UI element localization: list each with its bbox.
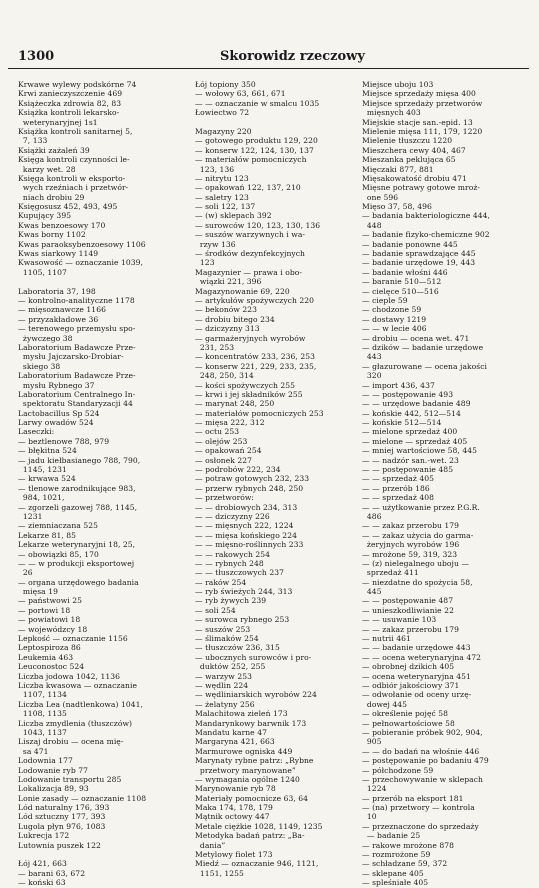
index-entry: — przerw rybnych 248, 250 — [195, 483, 304, 493]
index-entry: skiego 38 — [18, 361, 61, 371]
index-entry: spektoratu Standaryzacji 44 — [18, 399, 133, 409]
index-entry: Metale ciężkie 1028, 1149, 1235 — [195, 821, 323, 831]
index-entry: — surowca rybnego 253 — [195, 615, 290, 625]
index-entry: — — ocena weterynaryjna 472 — [362, 652, 481, 662]
index-entry: — marynat 248, 250 — [195, 399, 275, 409]
index-entry: mysłu Rybnego 37 — [18, 380, 95, 390]
index-column-3 — [362, 80, 534, 888]
index-entry: — — przerób 186 — [362, 483, 430, 493]
index-entry: przetwory marynowane” — [195, 765, 296, 775]
index-entry: — konserw 221, 229, 233, 235, — [195, 361, 317, 371]
index-entry: Liczba jodowa 1042, 1136 — [18, 671, 121, 681]
index-entry: — cielęce 510—516 — [362, 286, 439, 296]
index-entry: Krwawe wylewy podskórne 74 — [18, 80, 137, 89]
index-entry: — — dziczyzny 226 — [195, 511, 270, 521]
index-entry: — portowi 18 — [18, 605, 71, 615]
index-entry: — kości spożywczych 255 — [195, 380, 296, 390]
index-entry: wych rzeźniach i przetwór- — [18, 183, 129, 193]
index-entry: — — nadzór san.-wet. 23 — [362, 455, 459, 465]
index-entry: Książka kontroli lekarsko- — [18, 108, 120, 118]
index-entry: — surowców 120, 123, 130, 136 — [195, 220, 321, 230]
index-entry: Lactobacillus Sp 524 — [18, 408, 100, 418]
index-entry: — — mięsnych 222, 1224 — [195, 521, 294, 531]
index-entry: — materiałów pomocniczych — [195, 155, 307, 165]
index-entry: Kwasowość — oznaczanie 1039, — [18, 258, 143, 268]
index-entry: Maka 174, 178, 179 — [195, 803, 273, 813]
index-entry: — przeznaczone do sprzedaży — [362, 821, 479, 831]
index-entry: Leuconostoc 524 — [18, 662, 85, 672]
index-entry: Liczba Lea (nadtlenkowa) 1041, — [18, 699, 143, 709]
index-entry: dania” — [195, 840, 226, 850]
index-entry: — powiatowi 18 — [18, 615, 81, 625]
index-entry: — cieple 59 — [362, 295, 408, 305]
index-entry: Kupujący 395 — [18, 211, 72, 221]
index-entry: — (z) nielegalnego uboju — — [362, 558, 470, 568]
index-entry: Lokalizacja 89, 93 — [18, 784, 89, 794]
index-entry: Mięsakowatość drobiu 471 — [362, 173, 467, 183]
index-entry: Laseczki: — [18, 427, 55, 437]
index-entry: — wołowy 63, 661, 671 — [195, 89, 286, 99]
index-entry: — bekonów 223 — [195, 305, 258, 315]
index-entry: — mięsa 222, 312 — [195, 418, 265, 428]
index-entry: Mątnik octowy 447 — [195, 812, 270, 822]
index-entry: — — sprzedaż 408 — [362, 493, 434, 503]
index-entry: 123 — [195, 258, 215, 268]
index-entry: Marmurowe ogniska 449 — [195, 746, 293, 756]
index-entry: — drobiu bitego 234 — [195, 314, 275, 324]
index-entry: mysłu Jajczarsko-Drobiar- — [18, 352, 124, 362]
index-entry: — głazurowane — ocena jakości — [362, 361, 488, 371]
index-entry: niach drobiu 29 — [18, 192, 85, 202]
index-entry: — badanie sprawdzające 445 — [362, 249, 476, 259]
index-entry: — mrożone 59, 319, 323 — [362, 549, 458, 559]
index-entry: Mieszanka peklująca 65 — [362, 155, 456, 165]
index-entry: — tłuszczów 236, 315 — [195, 643, 280, 653]
index-entry: — przetworów: — [195, 493, 255, 503]
index-entry: — odwołanie od oceny urzę- — [362, 690, 472, 700]
index-entry: 123, 136 — [195, 164, 235, 174]
index-entry: — suszów warzywnych i wa- — [195, 230, 306, 240]
index-entry: 320 — [362, 371, 382, 381]
index-entry: Mielenie mięsa 111, 179, 1220 — [362, 126, 483, 136]
index-entry: Lód sztuczny 177, 393 — [18, 812, 106, 822]
index-entry: Larwy owadów 524 — [18, 418, 94, 428]
index-entry: weterynaryjnej 1s1 — [18, 117, 98, 127]
index-entry: — organa urzędowego badania — [18, 577, 139, 587]
index-entry: Lód naturalny 176, 393 — [18, 803, 110, 813]
index-entry: Magazynowanie 69, 220 — [195, 286, 290, 296]
index-entry: Książki zażaleń 39 — [18, 145, 90, 155]
index-entry: — — rakowych 254 — [195, 549, 270, 559]
index-entry: — badanie ponowne 445 — [362, 239, 458, 249]
index-entry: 1108, 1135 — [18, 709, 67, 719]
index-entry: — ocena weterynaryjna 451 — [362, 671, 471, 681]
index-entry: — końskie 512—514 — [362, 418, 442, 428]
index-entry: Lodowanie ryb 77 — [18, 765, 88, 775]
index-entry: Laboratoria 37, 198 — [18, 286, 96, 296]
index-entry: Mięczaki 877, 881 — [362, 164, 434, 174]
index-entry: — artykułów spożywczych 220 — [195, 295, 315, 305]
index-entry: Miejskie stacje san.-epid. 13 — [362, 117, 473, 127]
index-entry: Liczba zmydlenia (tłuszczów) — [18, 718, 133, 728]
index-entry: Liszaj drobiu — ocena mię- — [18, 737, 124, 747]
index-entry: — barani 63, 672 — [18, 868, 86, 878]
index-entry: Laboratorium Badawcze Prze- — [18, 342, 136, 352]
index-entry: — błękitna 524 — [18, 446, 77, 456]
index-entry: — badanie urzędowe 19, 443 — [362, 258, 476, 268]
index-entry: Mielenie tłuszczu 1220 — [362, 136, 453, 146]
index-entry: Kwas borny 1102 — [18, 230, 86, 240]
index-entry: — — postępowanie 487 — [362, 596, 454, 606]
index-entry: — ryb żywych 239 — [195, 596, 267, 606]
index-entry: — — drobiowych 234, 313 — [195, 502, 298, 512]
index-entry: — — usuwanie 103 — [362, 615, 437, 625]
index-entry: — raków 254 — [195, 577, 247, 587]
index-entry: — kontrolno-analityczne 1178 — [18, 295, 135, 305]
index-entry: — chodzone 59 — [362, 305, 422, 315]
index-entry: — potraw gotowych 232, 233 — [195, 474, 310, 484]
index-entry: — przyzakładowe 36 — [18, 314, 99, 324]
index-entry: Miejsce uboju 103 — [362, 80, 434, 89]
index-entry: Kwas siarkowy 1149 — [18, 249, 99, 259]
index-entry: — wojewódzcy 18 — [18, 624, 88, 634]
index-entry: Lodowanie transportu 285 — [18, 774, 122, 784]
index-entry: — — oznaczanie w smalcu 1035 — [195, 98, 320, 108]
index-entry: — obrobnej dzikich 405 — [362, 662, 455, 672]
index-entry: — osłonek 227 — [195, 455, 253, 465]
index-entry: — (w) sklepach 392 — [195, 211, 272, 221]
index-entry: duktów 252, 255 — [195, 662, 266, 672]
index-entry: — — tłuszczowych 237 — [195, 568, 284, 578]
index-entry: 486 — [362, 511, 382, 521]
index-entry: — mięsoznawcze 1166 — [18, 305, 106, 315]
index-entry: — beztlenowe 788, 979 — [18, 436, 110, 446]
index-entry: Książeczka zdrowia 82, 83 — [18, 98, 122, 108]
index-entry: — rozmrożone 59 — [362, 850, 431, 860]
index-entry: — terenowego przemysłu spo- — [18, 324, 136, 334]
index-entry: 1105, 1107 — [18, 267, 67, 277]
index-entry: — opakowań 122, 137, 210 — [195, 183, 301, 193]
index-entry: — unieszkodliwianie 22 — [362, 605, 454, 615]
index-entry: — państwowi 25 — [18, 596, 83, 606]
index-entry: Księgosusz 452, 493, 495 — [18, 202, 118, 212]
index-entry: one 596 — [362, 192, 399, 202]
index-entry: wiązki 221, 396 — [195, 277, 262, 287]
index-entry: — baranie 510—512 — [362, 277, 442, 287]
index-entry: — octu 253 — [195, 427, 240, 437]
index-entry: — odbiór jakościowy 371 — [362, 681, 460, 690]
index-entry: 231, 253 — [195, 342, 235, 352]
index-entry: Lekarze 81, 85 — [18, 530, 77, 540]
index-entry: — — sprzedaż 405 — [362, 474, 434, 484]
index-entry: — jadu kiełbasianego 788, 790, — [18, 455, 141, 465]
index-entry: żeryjnych wyrobów 196 — [362, 540, 460, 550]
index-entry: Metylowy fiolet 173 — [195, 850, 273, 860]
index-entry: — przerób na eksport 181 — [362, 793, 464, 803]
index-entry: — nitrytu 123 — [195, 173, 249, 183]
index-entry: — — w lecie 406 — [362, 324, 427, 334]
index-entry: — pobieranie próbek 902, 904, — [362, 727, 483, 737]
index-entry: — — postępowanie 493 — [362, 389, 454, 399]
index-entry: — materiałów pomocniczych 253 — [195, 408, 324, 418]
index-entry: Lonie zasady — oznaczanie 1108 — [18, 793, 147, 803]
index-entry: — suszów 253 — [195, 624, 251, 634]
index-entry: Lukrecja 172 — [18, 831, 70, 841]
index-entry: sa 471 — [18, 746, 49, 756]
index-entry: 445 — [362, 587, 382, 597]
index-entry: Laboratorium Badawcze Prze- — [18, 371, 136, 381]
index-entry: — półchodzone 59 — [362, 765, 434, 775]
index-entry: 1151, 1255 — [195, 868, 244, 878]
index-entry: — dzików — badanie urzędowe — [362, 342, 484, 352]
index-entry: — badanie włośni 446 — [362, 267, 448, 277]
index-entry: rzyw 136 — [195, 239, 236, 249]
index-entry: Krwi zanieczyszczenie 469 — [18, 89, 123, 99]
index-entry: Mandarynkowy barwnik 173 — [195, 718, 307, 728]
index-entry: — żelatyny 256 — [195, 699, 255, 709]
index-entry: Łój 421, 663 — [18, 859, 67, 869]
index-entry: — — zakaz użycia do garma- — [362, 530, 474, 540]
page-number: 1300 — [18, 49, 55, 64]
index-entry: Księga kontroli czynności le- — [18, 155, 130, 165]
index-entry: mięsnych 403 — [362, 108, 421, 118]
index-entry: — określenie pojęć 58 — [362, 709, 449, 719]
index-entry: — środków dezynfekcyjnych — [195, 249, 305, 259]
index-entry: — pełnowartościowe 58 — [362, 718, 455, 728]
index-entry: — gotowego produktu 129, 220 — [195, 136, 318, 146]
index-entry: 984, 1021, — [18, 493, 65, 503]
index-entry: — wędliniarskich wyrobów 224 — [195, 690, 317, 700]
index-entry: 443 — [362, 352, 382, 362]
index-entry: 7, 133 — [18, 136, 48, 146]
index-entry: 905 — [362, 737, 382, 747]
index-entry: Mandatu karne 47 — [195, 727, 267, 737]
index-entry: — — urzędowe badanie 489 — [362, 399, 471, 409]
index-entry: Książka kontroli sanitarnej 5, — [18, 126, 133, 136]
index-entry: Magazyny 220 — [195, 126, 252, 136]
index-entry: — badania bakteriologiczne 444, — [362, 211, 491, 221]
index-entry: karzy wet. 28 — [18, 164, 76, 174]
index-entry: Łój topiony 350 — [195, 80, 256, 89]
index-entry: — ślimaków 254 — [195, 634, 259, 644]
index-entry: Księga kontroli w eksporto- — [18, 173, 126, 183]
index-entry: 248, 250, 314 — [195, 371, 254, 381]
index-entry: — dostawy 1219 — [362, 314, 427, 324]
index-entry: — badanie 25 — [362, 831, 421, 841]
index-entry: — tlenowe zarodnikujące 983, — [18, 483, 136, 493]
index-entry: — krwawa 524 — [18, 474, 76, 484]
index-entry: Mięsne potrawy gotowe mroż- — [362, 183, 481, 193]
index-entry: — garmażeryjnych wyrobów — [195, 333, 306, 343]
index-entry: — saletry 123 — [195, 192, 249, 202]
index-entry: 1224 — [362, 784, 387, 794]
index-entry: — ziemniaczana 525 — [18, 521, 98, 531]
index-entry: — postępowanie po badaniu 479 — [362, 756, 489, 766]
index-entry: — spleśniałe 405 — [362, 878, 429, 888]
index-entry: mięsa 19 — [18, 587, 58, 597]
index-entry: Miejsce sprzedaży mięsa 400 — [362, 89, 476, 99]
index-entry: — drobiu — ocena wet. 471 — [362, 333, 470, 343]
index-entry: Łowiectwo 72 — [195, 108, 250, 118]
index-entry: — warzyw 253 — [195, 671, 252, 681]
index-entry: — import 436, 437 — [362, 380, 435, 390]
index-entry: — badanie fizyko-chemiczne 902 — [362, 230, 490, 240]
index-entry: 1145, 1231 — [18, 465, 67, 475]
index-entry: Marynaty rybne patrz: „Rybne — [195, 756, 314, 766]
index-entry — [195, 118, 355, 127]
index-entry: — końskie 442, 512—514 — [362, 408, 461, 418]
index-entry: 448 — [362, 220, 382, 230]
index-column-1 — [18, 80, 183, 888]
index-entry: — niezdatne do spożycia 58, — [362, 577, 473, 587]
index-entry: Mięso 37, 58, 496 — [362, 202, 432, 212]
index-entry: Leptospiroza 86 — [18, 643, 81, 653]
index-entry: Laboratorium Centralnego In- — [18, 389, 136, 399]
index-entry: — wędlin 224 — [195, 681, 249, 690]
index-entry: — — zakaz przerobu 179 — [362, 624, 460, 634]
index-entry: — rakowe mrożone 878 — [362, 840, 455, 850]
index-entry: — soli 254 — [195, 605, 236, 615]
index-entry: — schładzane 59, 372 — [362, 859, 448, 869]
index-entry: — dziczyzny 313 — [195, 324, 260, 334]
page-title: Skorowidz rzeczowy — [220, 49, 365, 64]
index-entry: — (na) przetwory — kontrola — [362, 803, 475, 813]
index-entry: — olejów 253 — [195, 436, 248, 446]
index-entry: 1107, 1134 — [18, 690, 67, 700]
index-entry: — mniej wartościowe 58, 445 — [362, 446, 477, 456]
index-entry: Marynowanie ryb 78 — [195, 784, 276, 794]
page-header — [8, 46, 529, 69]
index-entry: — ryb świeżych 244, 313 — [195, 587, 293, 597]
index-entry: — — rybnych 248 — [195, 558, 264, 568]
index-entry: — — użytkowanie przez P.G.R. — [362, 502, 480, 512]
index-entry: Lekarze weterynaryjni 18, 25, — [18, 540, 136, 550]
index-entry: — ubocznych surowców i pro- — [195, 652, 312, 662]
index-entry: żywczego 38 — [18, 333, 73, 343]
index-entry: — — mięsa końskiego 224 — [195, 530, 297, 540]
index-entry: Kwas paraoksybenzoesowy 1106 — [18, 239, 146, 249]
index-entry: 1231 — [18, 511, 43, 521]
index-entry: — nutrii 461 — [362, 634, 411, 644]
index-entry: — mielone — sprzedaż 405 — [362, 436, 468, 446]
index-entry: — krwi i jej składników 255 — [195, 389, 303, 399]
index-entry: Liczba kwasowa — oznaczanie — [18, 681, 138, 690]
index-entry: Malachitowa zieleń 173 — [195, 709, 288, 719]
index-entry: 10 — [362, 812, 377, 822]
index-entry: Lutownia puszek 122 — [18, 840, 101, 850]
index-entry: Materiały pomocnicze 63, 64 — [195, 793, 309, 803]
index-entry: dowej 445 — [362, 699, 408, 709]
index-entry: — konserw 122, 124, 130, 137 — [195, 145, 314, 155]
index-entry: Miedź — oznaczanie 946, 1121, — [195, 859, 319, 869]
index-entry: — sklepane 405 — [362, 868, 424, 878]
index-entry: — zgorzeli gazowej 788, 1145, — [18, 502, 138, 512]
index-entry: Leukemia 463 — [18, 652, 74, 662]
index-entry: Lepkość — oznaczanie 1156 — [18, 634, 128, 644]
index-entry: — — badanie urzędowe 443 — [362, 643, 471, 653]
index-entry: Metodyka badań patrz: „Ba- — [195, 831, 305, 841]
index-entry: — — mięsno-roślinnych 233 — [195, 540, 304, 550]
index-entry: — soli 122, 137 — [195, 202, 256, 212]
index-entry: Mieszchera cewy 404, 467 — [362, 145, 466, 155]
index-entry: Kwas benzoesowy 170 — [18, 220, 106, 230]
index-entry: Miejsce sprzedaży przetworów — [362, 98, 483, 108]
index-entry: Magazynier — prawa i obo- — [195, 267, 302, 277]
index-entry — [18, 277, 183, 286]
index-column-2 — [195, 80, 355, 878]
index-entry: Lodownia 177 — [18, 756, 73, 766]
index-entry: 26 — [18, 568, 33, 578]
index-entry: — — w produkcji eksportowej — [18, 558, 135, 568]
index-entry: — podrobów 222, 234 — [195, 465, 281, 475]
index-entry: — obowiązki 85, 170 — [18, 549, 99, 559]
index-entry: — — postępowanie 485 — [362, 465, 454, 475]
index-entry: — przechowywanie w sklepach — [362, 774, 483, 784]
index-entry: — koncentratów 233, 236, 253 — [195, 352, 315, 362]
index-entry: — — zakaz przerobu 179 — [362, 521, 460, 531]
index-entry: 1043, 1137 — [18, 727, 67, 737]
index-entry: Margaryna 421, 663 — [195, 737, 275, 747]
index-entry: — opakowań 254 — [195, 446, 262, 456]
index-entry: — koński 63 — [18, 878, 66, 888]
index-entry — [18, 850, 183, 859]
index-entry: — — do badań na włośnie 446 — [362, 746, 480, 756]
index-entry: — wymagania ogólne 1240 — [195, 774, 300, 784]
index-entry: Lugola płyn 976, 1083 — [18, 821, 106, 831]
index-entry: sprzedaż 411 — [362, 568, 419, 578]
index-entry: — mielone sprzedaż 400 — [362, 427, 458, 437]
